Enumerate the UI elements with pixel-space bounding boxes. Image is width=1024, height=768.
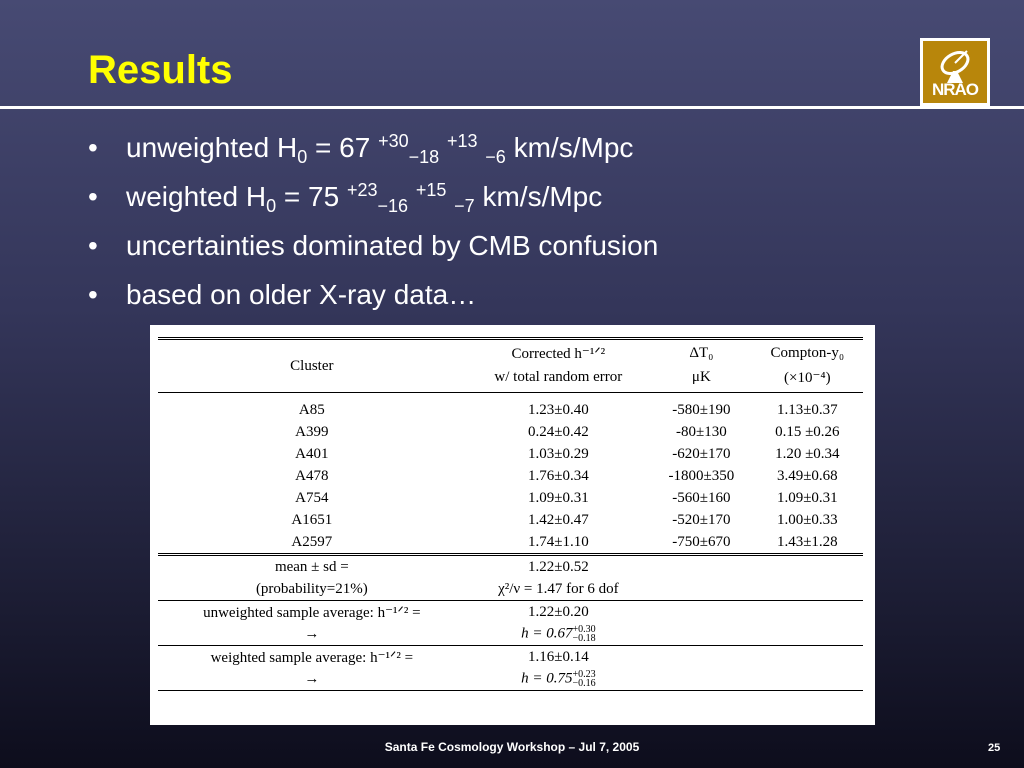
logo-emblem [923,41,987,103]
table-row: A85 1.23±0.40 -580±190 1.13±0.37 [298,401,838,418]
bullet-xray-data: • based on older X-ray data… [88,273,658,322]
unweighted-label: unweighted sample average: h⁻¹ᐟ² = [158,601,466,624]
table-header-row [158,339,863,367]
bullet-list [88,126,658,322]
unweighted-average-row [158,601,863,624]
bullet-dot: • [88,181,98,212]
chi-square-value: χ²/ν = 1.47 for 6 dof [498,580,619,597]
mean-value: 1.22±0.52 [466,555,651,579]
bullet-dot: • [88,132,98,163]
table-row: A401 1.03±0.29 -620±170 1.20 ±0.34 [295,445,840,462]
header-compton-unit: (×10⁻⁴) [752,366,863,393]
table-row: A399 0.24±0.42 -80±130 0.15 ±0.26 [295,423,840,440]
header-compton: Compton-y₀ [752,339,863,367]
weighted-value: 1.16±0.14 [466,646,651,669]
bullet-dot: • [88,279,98,310]
header-cluster: Cluster [158,339,466,393]
table-row: A478 1.76±0.34 -1800±350 3.49±0.68 [295,467,838,484]
arrow-icon: → [158,668,466,691]
nrao-logo [920,38,990,106]
bullet-unweighted-h0: • unweighted $H_0 = 67$ $^{+30}_{-18}$ $^{+13}$ $_{-6}$ km/s/Mpc [88,126,658,175]
results-table-panel [150,325,875,725]
page-number: 25 [988,742,1001,754]
table-row: A2597 1.74±1.10 -750±670 1.43±1.28 [291,533,838,550]
weighted-average-row [158,646,863,669]
slide-title: Results [88,48,233,92]
summary-probability-row [158,578,863,601]
weighted-label: weighted sample average: h⁻¹ᐟ² = [158,646,466,669]
bullet-weighted-h0: • weighted $H_0 = 75$ $^{+23}_{-16}$ $^{+15}$ $_{-7}$ km/s/Mpc [88,175,658,224]
table-row: A1651 1.42±0.47 -520±170 1.00±0.33 [291,511,838,528]
bullet-dot: • [88,230,98,261]
table-row: A754 1.09±0.31 -560±160 1.09±0.31 [295,489,838,506]
weighted-h-row [158,668,863,691]
mean-label: mean ± sd = [158,555,466,579]
arrow-icon: → [304,625,320,642]
weighted-h: h = 0.75+0.23 −0.16 [466,668,651,691]
header-corrected-sub: w/ total random error [466,366,651,393]
title-divider [0,106,1024,109]
summary-mean-row [158,555,863,579]
unweighted-h: h = 0.67+0.30 −0.18 [521,624,596,644]
bullet-uncertainties: • uncertainties dominated by CMB confusion [88,224,658,273]
logo-text: NRAO [931,80,979,99]
probability-label: (probability=21%) [255,580,368,597]
unweighted-h-row [158,623,863,646]
results-table [158,337,863,691]
slide-footer: Santa Fe Cosmology Workshop – Jul 7, 2005 [384,740,640,754]
unweighted-value: 1.22±0.20 [466,601,651,624]
header-delta-t: ΔT₀ [651,339,752,367]
header-delta-t-unit: μK [651,366,752,393]
header-corrected: Corrected h⁻¹ᐟ² [466,339,651,367]
